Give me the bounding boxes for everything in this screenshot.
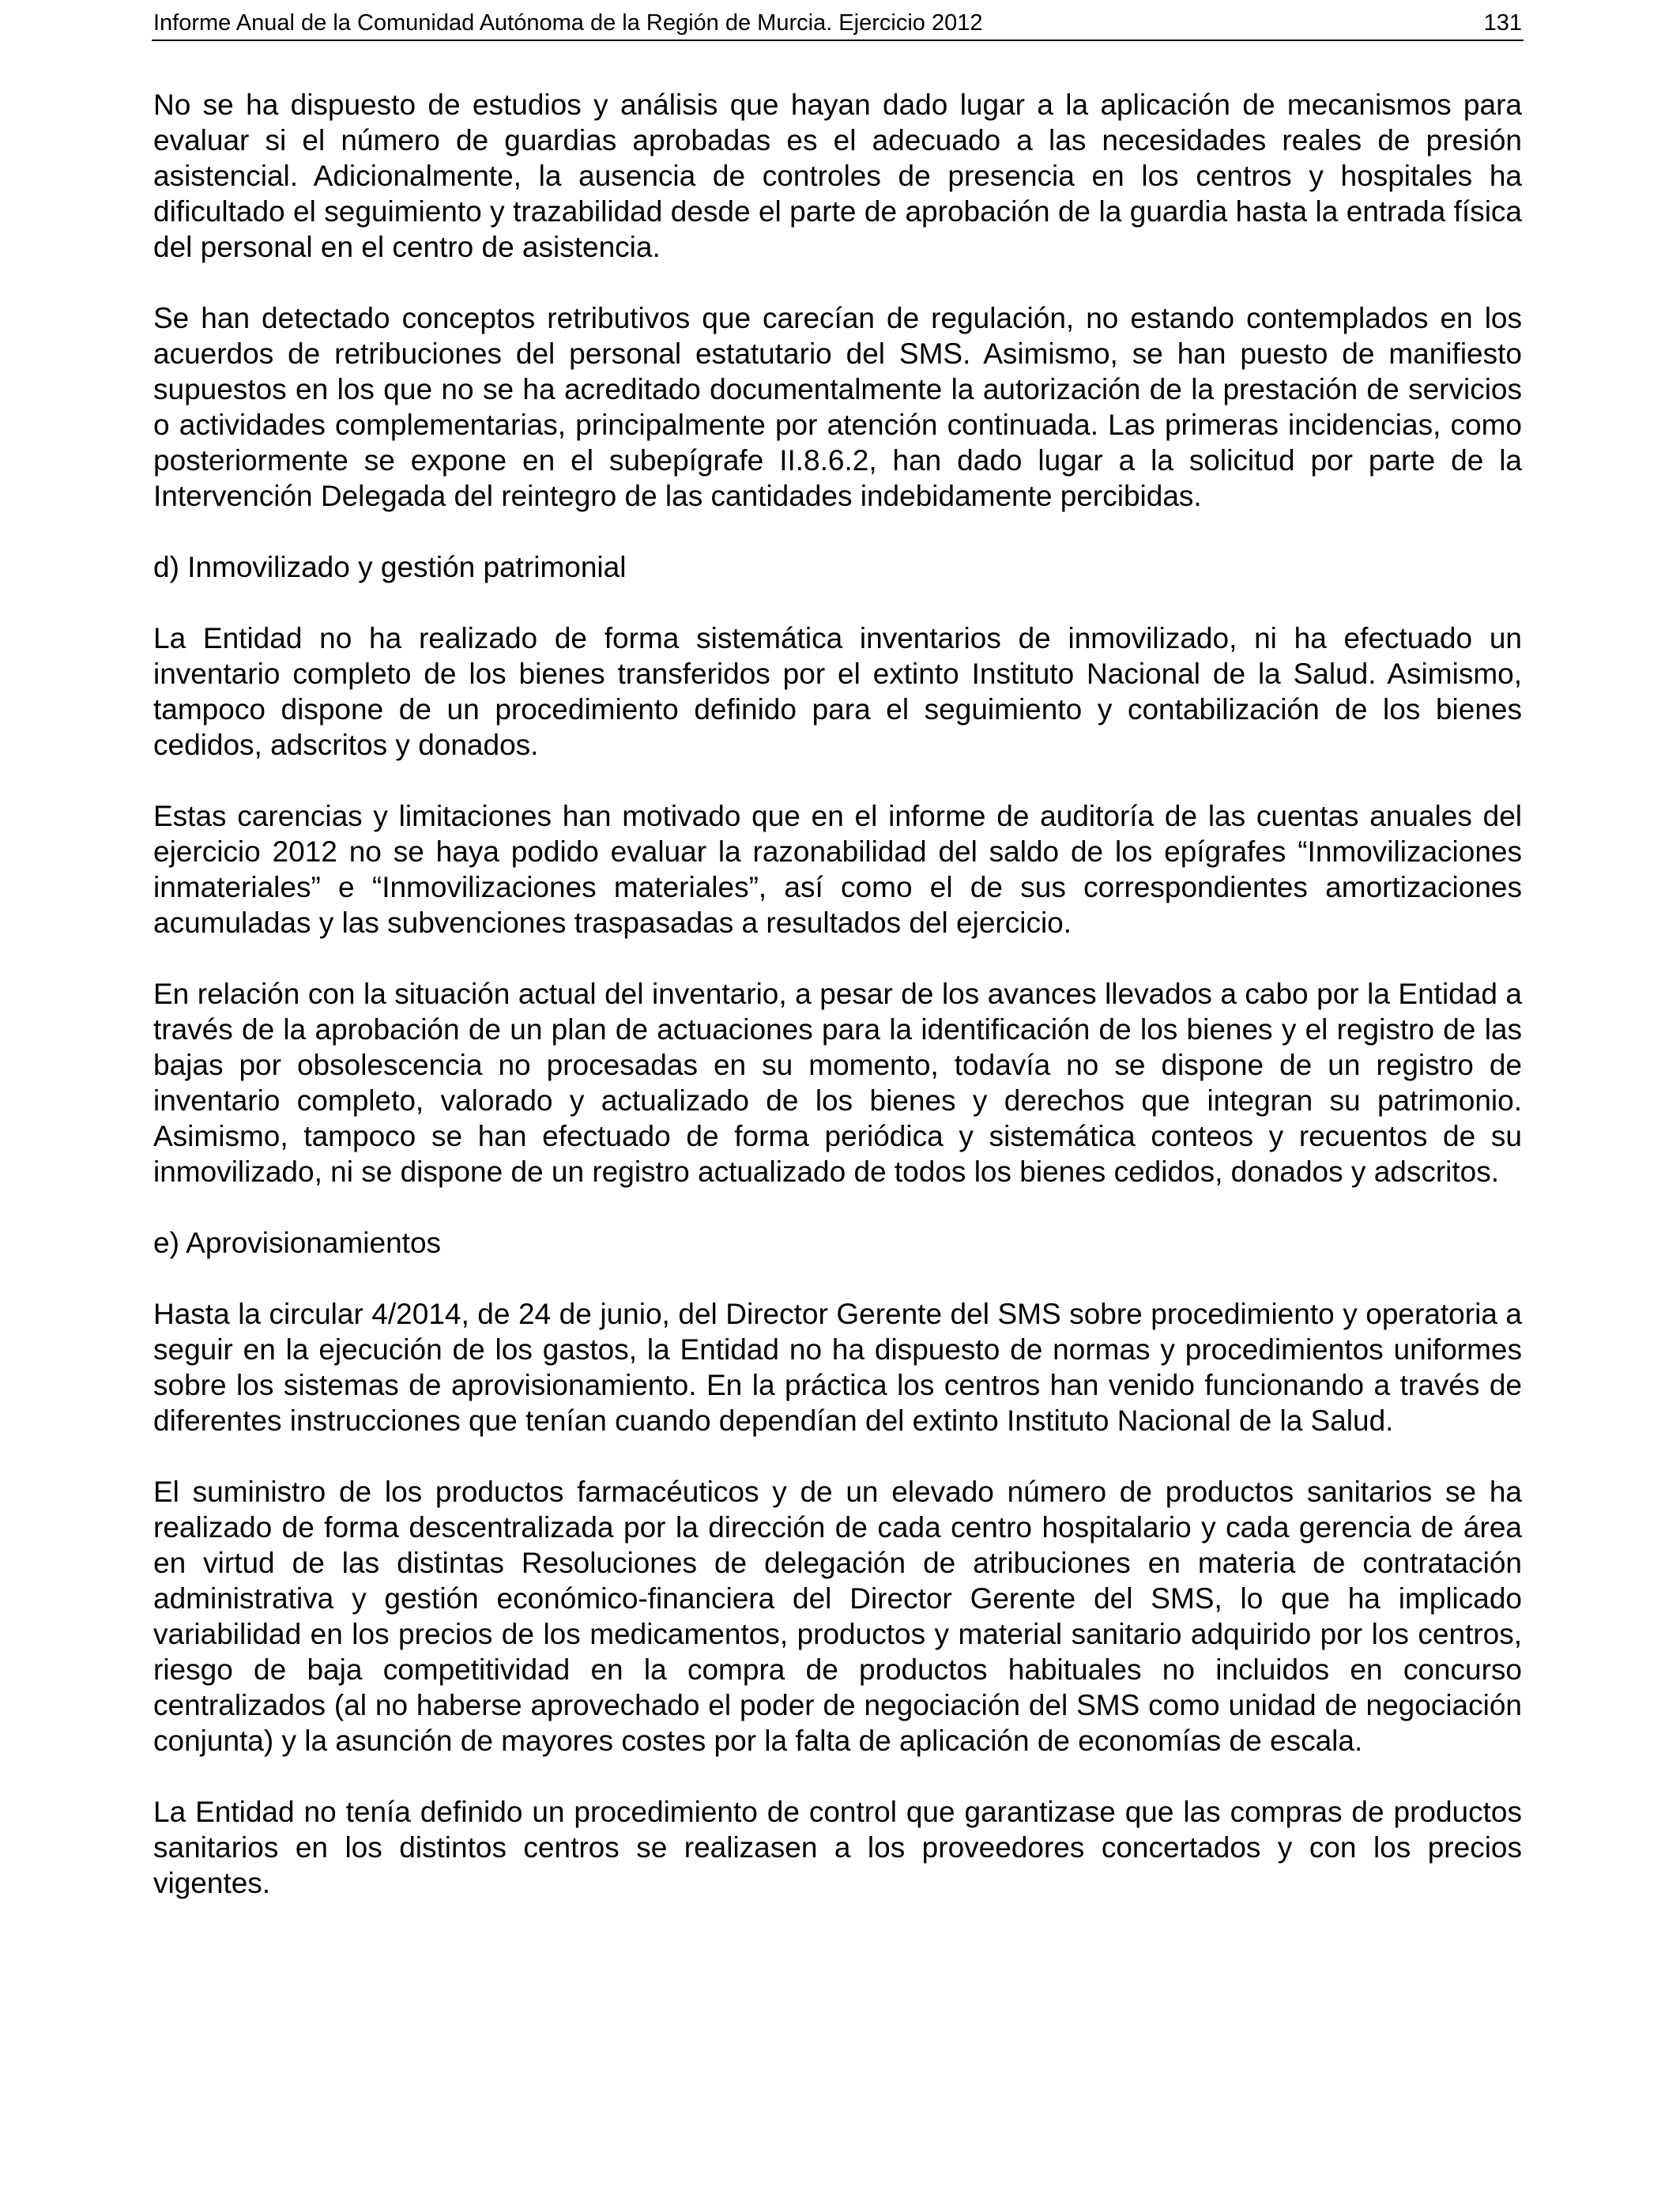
document-body [153, 87, 1522, 1936]
paragraph-situacion-inventario: En relación con la situación actual del inventario, a pesar de los avances llevados a cabo por la Entidad a través de la aprobación de un plan de actuaciones para la identificación de los bienes y el registro de las bajas por obsolescencia no procesadas en su momento, todavía no se dispone de un registro de inventario completo, valorado y actualizado de los bienes y derechos que integran su patrimonio. Asimismo, tampoco se han efectuado de forma periódica y sistemática conteos y recuentos de su inmovilizado, ni se dispone de un registro actualizado de todos los bienes cedidos, donados y adscritos. [153, 978, 1522, 1188]
paragraph-inventarios: La Entidad no ha realizado de forma sistemática inventarios de inmovilizado, ni ha efectuado un inventario completo de los bienes transferidos por el extinto Instituto Nacional de la Salud. Asimismo, tampoco dispone de un procedimiento definido para el seguimiento y contabilización de los bienes cedidos, adscritos y donados. [153, 622, 1522, 761]
paragraph-carencias: Estas carencias y limitaciones han motivado que en el informe de auditoría de las cuentas anuales del ejercicio 2012 no se haya podido evaluar la razonabilidad del saldo de los epígrafes “Inmovilizaciones inmateriales” e “Inmovilizaciones materiales”, así como el de sus correspondientes amortizaciones acumuladas y las subvenciones traspasadas a resultados del ejercicio. [153, 800, 1522, 939]
paragraph-guardias: No se ha dispuesto de estudios y análisis que hayan dado lugar a la aplicación de mecanismos para evaluar si el número de guardias aprobadas es el adecuado a las necesidades reales de presión asistencial. Adicionalmente, la ausencia de controles de presencia en los centros y hospitales ha dificultado el seguimiento y trazabilidad desde el parte de aprobación de la guardia hasta la entrada física del personal en el centro de asistencia. [153, 89, 1522, 263]
section-heading-inmovilizado: d) Inmovilizado y gestión patrimonial [153, 551, 627, 583]
section-heading-aprovisionamientos: e) Aprovisionamientos [153, 1227, 442, 1259]
paragraph-control-compras: La Entidad no tenía definido un procedimiento de control que garantizase que las compras de productos sanitarios en los distintos centros se realizasen a los proveedores concertados y con los precios vigentes. [153, 1796, 1522, 1899]
page-number: 131 [1483, 10, 1522, 36]
paragraph-conceptos-retributivos: Se han detectado conceptos retributivos que carecían de regulación, no estando contemplados en los acuerdos de retribuciones del personal estatutario del SMS. Asimismo, se han puesto de manifiesto supuestos en los que no se ha acreditado documentalmente la autorización de la prestación de servicios o actividades complementarias, principalmente por atención continuada. Las primeras incidencias, como posteriormente se expone en el subepígrafe II.8.6.2, han dado lugar a la solicitud por parte de la Intervención Delegada del reintegro de las cantidades indebidamente percibidas. [153, 302, 1522, 512]
paragraph-suministro: El suministro de los productos farmacéuticos y de un elevado número de productos sanitarios se ha realizado de forma descentralizada por la dirección de cada centro hospitalario y cada gerencia de área en virtud de las distintas Resoluciones de delegación de atribuciones en materia de contratación administrativa y gestión económico-financiera del Director Gerente del SMS, lo que ha implicado variabilidad en los precios de los medicamentos, productos y material sanitario adquirido por los centros, riesgo de baja competitividad en la compra de productos habituales no incluidos en concurso centralizados (al no haberse aprovechado el poder de negociación del SMS como unidad de negociación conjunta) y la asunción de mayores costes por la falta de aplicación de economías de escala. [153, 1476, 1522, 1757]
document-title: Informe Anual de la Comunidad Autónoma de la Región de Murcia. Ejercicio 2012 [153, 10, 983, 36]
page-header [152, 6, 1524, 41]
paragraph-circular: Hasta la circular 4/2014, de 24 de junio, del Director Gerente del SMS sobre procedimiento y operatoria a seguir en la ejecución de los gastos, la Entidad no ha dispuesto de normas y procedimientos uniformes sobre los sistemas de aprovisionamiento. En la práctica los centros han venido funcionando a través de diferentes instrucciones que tenían cuando dependían del extinto Instituto Nacional de la Salud. [153, 1298, 1522, 1437]
